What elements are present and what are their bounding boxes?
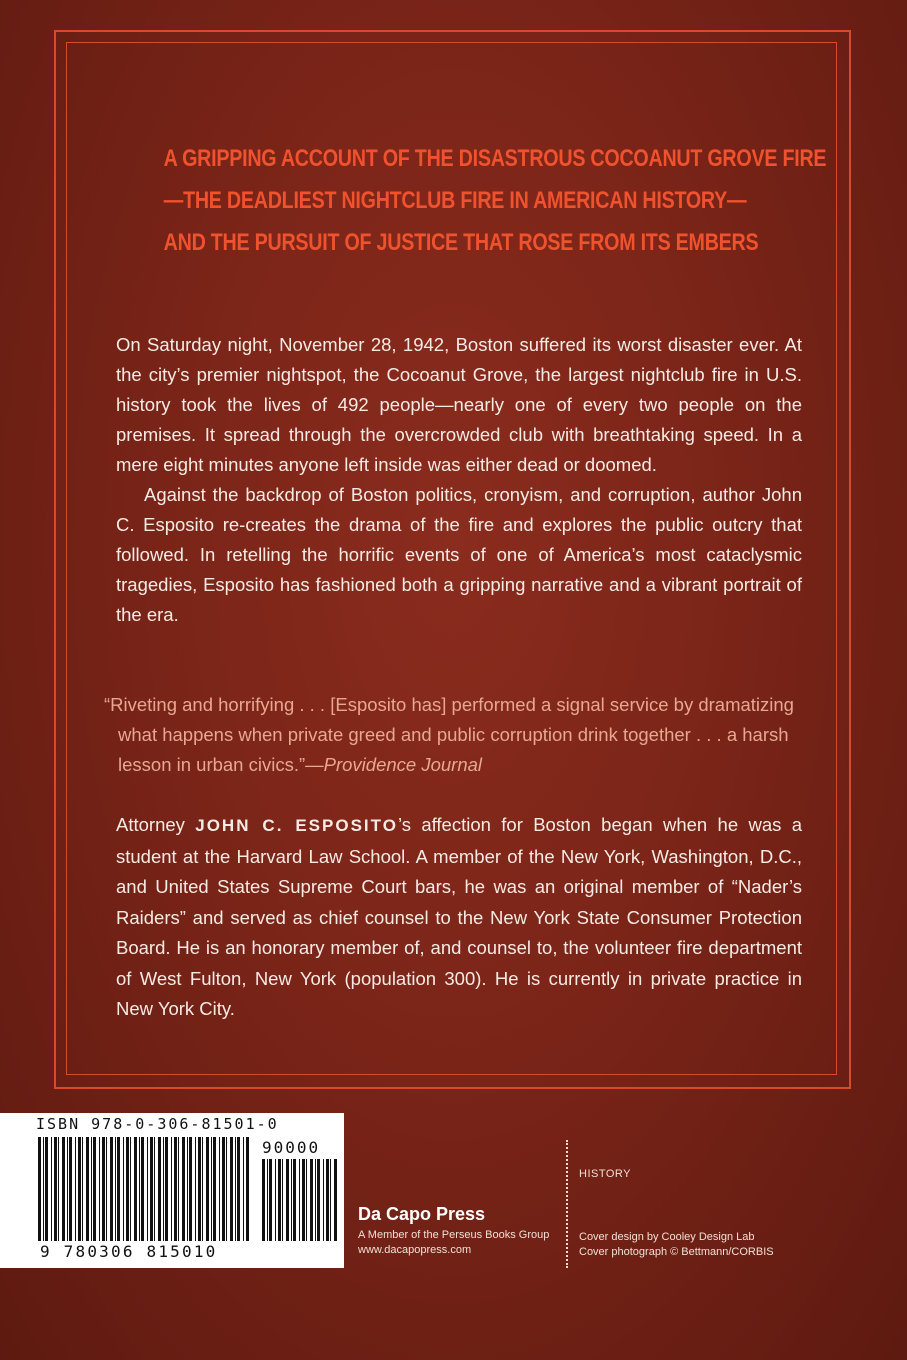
- barcode-bar: [189, 1137, 192, 1241]
- barcode-bar: [198, 1137, 201, 1241]
- barcode-bar: [165, 1137, 168, 1241]
- barcode-bar: [246, 1137, 249, 1241]
- bio-text: ’s affection for Boston began when he was a student at the Harvard Law School. A member of the New York, Washington, D.C., and United States Supreme Court bars, he was an original member of “Nader’s Raiders” and served as chief counsel to the New York State Consumer Protection Board. He is an honorary member of, and counsel to, the volunteer fire department of West Fulton, New York (population 300). He is currently in private practice in New York City.: [116, 814, 802, 1019]
- barcode-bar: [102, 1137, 105, 1241]
- barcode-bar: [139, 1137, 140, 1241]
- barcode-bar: [299, 1159, 300, 1241]
- book-description: [116, 330, 802, 630]
- barcode-bar: [130, 1137, 131, 1241]
- description-paragraph-1: On Saturday night, November 28, 1942, Boston suffered its worst disaster ever. At the city’s premier nightspot, the Cocoanut Grove, the largest nightclub fire in U.S. history took the lives of 492 people—nearly one of every two people on the premises. It spread through the overcrowded club with breathtaking speed. In a mere eight minutes anyone left inside was either dead or doomed.: [116, 334, 802, 475]
- barcode-bar: [123, 1137, 124, 1241]
- barcode-bar: [171, 1137, 172, 1241]
- bio-prefix: Attorney: [116, 814, 196, 835]
- barcode-bar: [187, 1137, 188, 1241]
- barcode-bar: [302, 1159, 305, 1241]
- barcode-bar: [202, 1137, 203, 1241]
- author-name: JOHN C. ESPOSITO: [195, 816, 398, 835]
- publisher-details: [358, 1228, 549, 1258]
- barcode-bar: [243, 1137, 244, 1241]
- barcode-bar: [67, 1137, 68, 1241]
- tagline: [163, 138, 827, 264]
- barcode-bar: [286, 1159, 289, 1241]
- barcode-bar: [213, 1137, 216, 1241]
- barcode-bar: [235, 1137, 236, 1241]
- barcode-bar: [275, 1159, 276, 1241]
- photo-credit: Cover photograph © Bettmann/CORBIS: [579, 1246, 774, 1258]
- barcode-bar: [82, 1137, 83, 1241]
- barcode-bar: [99, 1137, 100, 1241]
- barcode-bar: [195, 1137, 196, 1241]
- barcode-bar: [154, 1137, 155, 1241]
- barcode-bar: [106, 1137, 107, 1241]
- barcode-bar: [310, 1159, 313, 1241]
- publisher-name: Da Capo Press: [358, 1204, 486, 1224]
- barcode-bar: [206, 1137, 209, 1241]
- barcode-bar: [75, 1137, 76, 1241]
- barcode-bar: [262, 1159, 265, 1241]
- barcode-bar: [323, 1159, 324, 1241]
- barcode-bar: [182, 1137, 185, 1241]
- publisher-member: A Member of the Perseus Books Group: [358, 1229, 550, 1241]
- barcode-bar: [150, 1137, 153, 1241]
- barcode-bar: [293, 1159, 296, 1241]
- tagline-line-3: AND THE PURSUIT OF JUSTICE THAT ROSE FROM ITS EMBERS: [163, 229, 759, 256]
- barcode-bar: [147, 1137, 148, 1241]
- barcode-bar: [158, 1137, 161, 1241]
- isbn-label: ISBN 978-0-306-81501-0: [36, 1115, 279, 1133]
- barcode-bar: [91, 1137, 92, 1241]
- barcode-bar: [62, 1137, 65, 1241]
- barcode-bar: [134, 1137, 137, 1241]
- barcode-bar: [222, 1137, 225, 1241]
- barcode-digits: 9 780306 815010: [40, 1242, 218, 1261]
- barcode-bar: [69, 1137, 72, 1241]
- barcode-bar: [330, 1159, 331, 1241]
- barcode-bar: [78, 1137, 81, 1241]
- barcode-bar: [315, 1159, 316, 1241]
- barcode-bar: [306, 1159, 307, 1241]
- barcode-bar: [334, 1159, 337, 1241]
- barcode-bar: [38, 1137, 41, 1241]
- barcode-bar: [54, 1137, 57, 1241]
- barcode-bar: [269, 1159, 272, 1241]
- barcode-bar: [110, 1137, 113, 1241]
- barcode-bar: [211, 1137, 212, 1241]
- barcode-bar: [326, 1159, 329, 1241]
- barcode-bar: [115, 1137, 116, 1241]
- barcode-bar: [267, 1159, 268, 1241]
- barcode-bar: [58, 1137, 59, 1241]
- barcode-bar: [51, 1137, 52, 1241]
- barcode-bar: [178, 1137, 179, 1241]
- barcode-bar: [226, 1137, 227, 1241]
- barcode-bar: [219, 1137, 220, 1241]
- barcode-bar: [141, 1137, 144, 1241]
- barcode-bar: [163, 1137, 164, 1241]
- barcode-bar: [174, 1137, 177, 1241]
- barcode-bar: [237, 1137, 240, 1241]
- barcode-bar: [230, 1137, 233, 1241]
- barcode-bar: [45, 1137, 48, 1241]
- barcode-bar: [86, 1137, 89, 1241]
- barcode-bar: [43, 1137, 44, 1241]
- barcode-bar: [278, 1159, 281, 1241]
- review-quote-text: “Riveting and horrifying . . . [Esposito has] performed a signal service by dramatizing what happens when private greed and public corruption drink together . . . a harsh lesson in urban civics.”—: [104, 694, 794, 775]
- barcode-bar: [291, 1159, 292, 1241]
- barcode-bar: [282, 1159, 283, 1241]
- barcode-bar: [93, 1137, 96, 1241]
- publisher-website: www.dacapopress.com: [358, 1244, 472, 1256]
- review-source: Providence Journal: [323, 754, 483, 775]
- author-bio: [116, 810, 802, 1025]
- barcode-bar: [317, 1159, 320, 1241]
- review-quote: [104, 690, 802, 780]
- description-paragraph-2: Against the backdrop of Boston politics, cronyism, and corruption, author John C. Esposito re-creates the drama of the fire and explores the public outcry that followed. In retelling the horrific events of one of America’s most cataclysmic tragedies, Esposito has fashioned both a gripping narrative and a vibrant portrait of the era.: [116, 484, 802, 625]
- design-credit: Cover design by Cooley Design Lab: [579, 1231, 755, 1243]
- tagline-line-1: A GRIPPING ACCOUNT OF THE DISASTROUS COCOANUT GROVE FIRE: [163, 145, 827, 172]
- tagline-line-2: —THE DEADLIEST NIGHTCLUB FIRE IN AMERICAN HISTORY—: [163, 187, 747, 214]
- dotted-divider: [566, 1140, 568, 1268]
- category-label: HISTORY: [579, 1168, 631, 1180]
- barcode-bar: [126, 1137, 129, 1241]
- cover-credits: [579, 1230, 774, 1260]
- price-code: 90000: [262, 1138, 321, 1157]
- barcode-bar: [117, 1137, 120, 1241]
